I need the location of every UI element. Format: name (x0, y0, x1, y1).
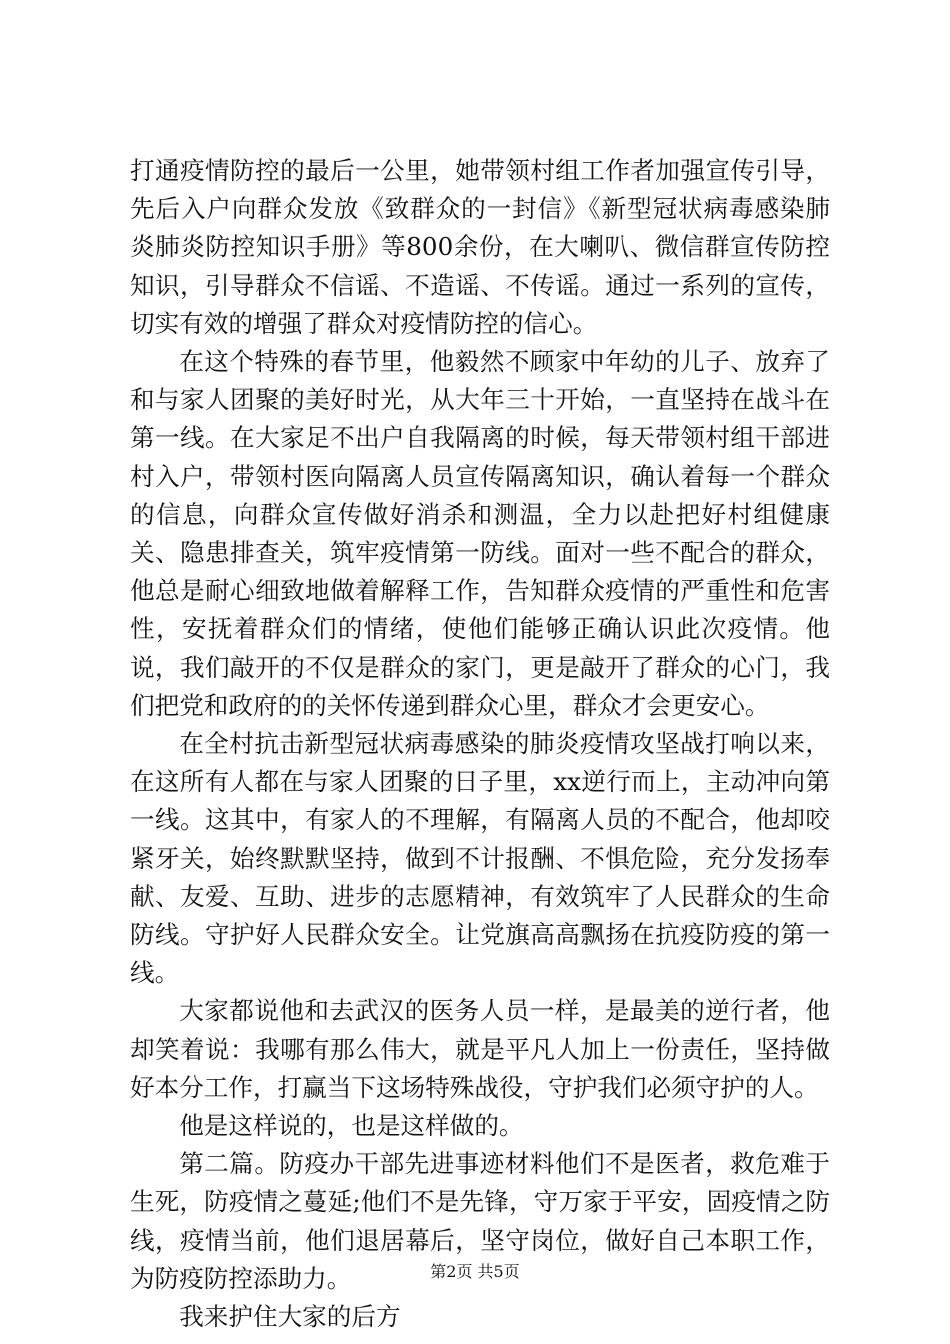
page-footer: 第2页 共5页 (430, 1262, 520, 1281)
paragraph-4: 大家都说他和去武汉的医务人员一样，是最美的逆行者，他却笑着说：我哪有那么伟大，就是平凡人加上一份责任，坚持做好本分工作，打赢当下这场特殊战役，守护我们必须守护的人。 (130, 996, 830, 1102)
paragraph-5: 他是这样说的，也是这样做的。 (179, 1111, 524, 1141)
document-body (130, 152, 830, 1336)
paragraph-2: 在这个特殊的春节里，他毅然不顾家中年幼的儿子、放弃了和与家人团聚的美好时光，从大年三十开始，一直坚持在战斗在第一线。在大家足不出户自我隔离的时候，每天带领村组干部进村入户，带领村医向隔离人员宣传隔离知识，确认着每一个群众的信息，向群众宣传做好消杀和测温，全力以赴把好村组健康关、隐患排查关，筑牢疫情第一防线。面对一些不配合的群众，他总是耐心细致地做着解释工作，告知群众疫情的严重性和危害性，安抚着群众们的情绪，使他们能够正确认识此次疫情。他说，我们敲开的不仅是群众的家门，更是敲开了群众的心门，我们把党和政府的的关怀传递到群众心里，群众才会更安心。 (130, 347, 830, 720)
paragraph-7: 我来护住大家的后方 (179, 1302, 401, 1332)
paragraph-1: 打通疫情防控的最后一公里，她带领村组工作者加强宣传引导，先后入户向群众发放《致群众的一封信》《新型冠状病毒感染肺炎肺炎防控知识手册》等800余份，在大喇叭、微信群宣传防控知识，引导群众不信谣、不造谣、不传谣。通过一系列的宣传，切实有效的增强了群众对疫情防控的信心。 (130, 156, 830, 338)
paragraph-6: 第二篇。防疫办干部先进事迹材料他们不是医者，救危难于生死，防疫情之蔓延;他们不是先锋，守万家于平安，固疫情之防线，疫情当前，他们退居幕后，坚守岗位，做好自己本职工作，为防疫防控添助力。 (130, 1149, 830, 1293)
paragraph-3: 在全村抗击新型冠状病毒感染的肺炎疫情攻坚战打响以来，在这所有人都在与家人团聚的日子里，xx逆行而上，主动冲向第一线。这其中，有家人的不理解，有隔离人员的不配合，他却咬紧牙关，始终默默坚持，做到不计报酬、不惧危险，充分发扬奉献、友爱、互助、进步的志愿精神，有效筑牢了人民群众的生命防线。守护好人民群众安全。让党旗高高飘扬在抗疫防疫的第一线。 (130, 729, 830, 988)
